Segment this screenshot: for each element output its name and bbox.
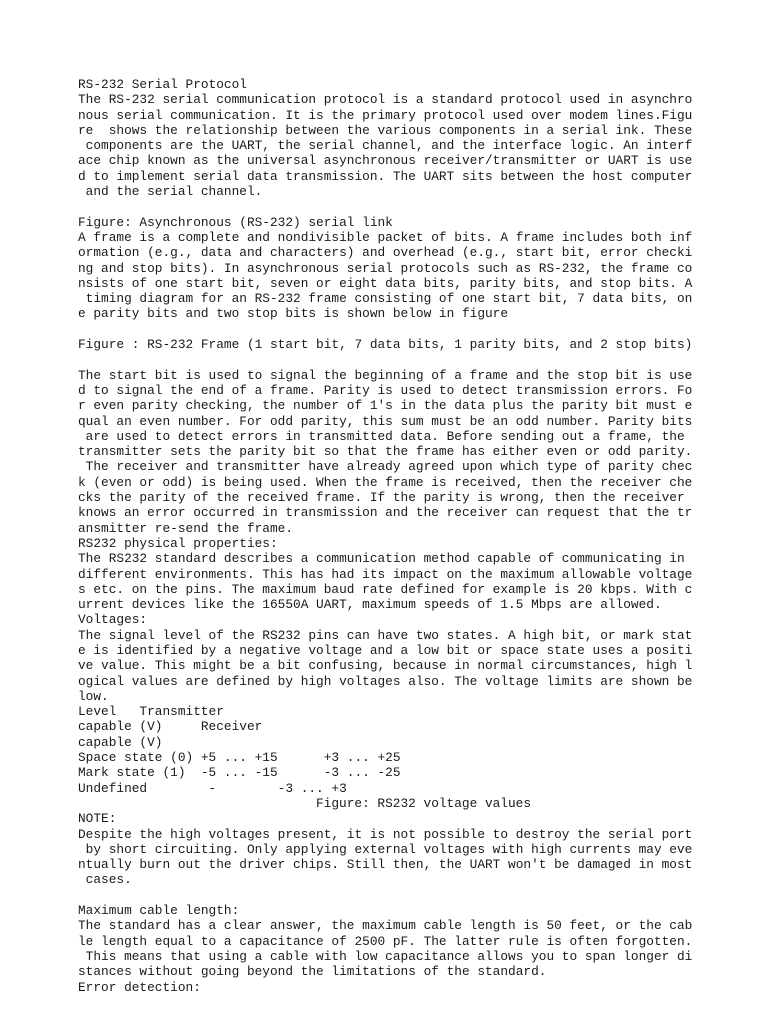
- text-line: Despite the high voltages present, it is not possible to destroy the serial port: [78, 826, 693, 842]
- text-line: capable (V) Receiver: [78, 719, 263, 735]
- text-line: ntually burn out the driver chips. Still then, the UART won't be damaged in most: [78, 857, 693, 873]
- text-line: ogical values are defined by high voltages also. The voltage limits are shown be: [78, 673, 693, 689]
- text-line: qual an even number. For odd parity, this sum must be an odd number. Parity bits: [78, 413, 693, 429]
- text-line: ansmitter re-send the frame.: [78, 520, 294, 536]
- text-line: The RS232 standard describes a communication method capable of communicating in: [78, 551, 685, 567]
- text-line: s etc. on the pins. The maximum baud rate defined for example is 20 kbps. With c: [78, 581, 693, 597]
- text-line: cases.: [78, 872, 132, 888]
- text-line: The signal level of the RS232 pins can have two states. A high bit, or mark stat: [78, 627, 693, 643]
- text-line: The start bit is used to signal the beginning of a frame and the stop bit is use: [78, 367, 693, 383]
- text-line: Space state (0) +5 ... +15 +3 ... +25: [78, 750, 401, 766]
- text-line: different environments. This has had its impact on the maximum allowable voltage: [78, 566, 693, 582]
- text-line: le length equal to a capacitance of 2500 pF. The latter rule is often forgotten.: [78, 933, 693, 949]
- text-line: RS232 physical properties:: [78, 535, 278, 551]
- text-line: Figure: Asynchronous (RS-232) serial link: [78, 214, 393, 230]
- text-line: ace chip known as the universal asynchronous receiver/transmitter or UART is use: [78, 153, 693, 169]
- text-line: [78, 199, 768, 214]
- text-line: RS-232 Serial Protocol: [78, 77, 247, 92]
- text-line: re shows the relationship between the various components in a serial ink. These: [78, 122, 693, 138]
- text-line: urrent devices like the 16550A UART, maximum speeds of 1.5 Mbps are allowed.: [78, 597, 662, 613]
- text-line: Undefined - -3 ... +3: [78, 780, 347, 796]
- text-line: by short circuiting. Only applying external voltages with high currents may eve: [78, 841, 693, 857]
- text-line: ng and stop bits). In asynchronous serial protocols such as RS-232, the frame co: [78, 260, 693, 276]
- text-line: ve value. This might be a bit confusing, because in normal circumstances, high l: [78, 658, 693, 674]
- text-line: [78, 352, 768, 367]
- text-line: A frame is a complete and nondivisible packet of bits. A frame includes both inf: [78, 229, 693, 245]
- text-line: Mark state (1) -5 ... -15 -3 ... -25: [78, 765, 401, 781]
- text-line: r even parity checking, the number of 1's in the data plus the parity bit must e: [78, 398, 693, 414]
- text-line: The RS-232 serial communication protocol is a standard protocol used in asynchro: [78, 92, 693, 108]
- text-line: k (even or odd) is being used. When the frame is received, then the receiver che: [78, 474, 693, 490]
- text-line: and the serial channel.: [78, 184, 263, 200]
- text-line: nous serial communication. It is the primary protocol used over modem lines.Figu: [78, 107, 693, 123]
- text-line: cks the parity of the received frame. If the parity is wrong, then the receiver: [78, 490, 685, 506]
- text-line: [78, 888, 768, 903]
- text-line: e parity bits and two stop bits is shown below in figure: [78, 306, 509, 322]
- text-line: stances without going beyond the limitations of the standard.: [78, 964, 547, 980]
- document-body: [78, 77, 768, 995]
- text-line: Maximum cable length:: [78, 903, 240, 919]
- text-line: This means that using a cable with low capacitance allows you to span longer di: [78, 948, 693, 964]
- text-line: knows an error occurred in transmission and the receiver can request that the tr: [78, 505, 693, 521]
- text-line: The receiver and transmitter have already agreed upon which type of parity chec: [78, 459, 693, 475]
- text-line: ormation (e.g., data and characters) and overhead (e.g., start bit, error checki: [78, 245, 693, 261]
- text-line: low.: [78, 688, 109, 704]
- text-line: Level Transmitter: [78, 704, 224, 720]
- text-line: The standard has a clear answer, the maximum cable length is 50 feet, or the cab: [78, 918, 693, 934]
- text-line: Error detection:: [78, 979, 201, 995]
- text-line: Figure : RS-232 Frame (1 start bit, 7 data bits, 1 parity bits, and 2 stop bits): [78, 337, 693, 353]
- text-line: Figure: RS232 voltage values: [316, 795, 532, 811]
- text-line: NOTE:: [78, 811, 117, 827]
- text-line: are used to detect errors in transmitted data. Before sending out a frame, the: [78, 428, 685, 444]
- text-line: d to implement serial data transmission. The UART sits between the host computer: [78, 168, 693, 184]
- text-line: e is identified by a negative voltage and a low bit or space state uses a positi: [78, 642, 693, 658]
- text-line: timing diagram for an RS-232 frame consisting of one start bit, 7 data bits, on: [78, 291, 693, 307]
- text-line: capable (V): [78, 734, 163, 750]
- text-line: components are the UART, the serial channel, and the interface logic. An interf: [78, 138, 693, 154]
- text-line: [78, 322, 768, 337]
- text-line: Voltages:: [78, 612, 148, 628]
- text-line: transmitter sets the parity bit so that the frame has either even or odd parity.: [78, 444, 693, 460]
- text-line: nsists of one start bit, seven or eight data bits, parity bits, and stop bits. A: [78, 275, 693, 291]
- text-line: d to signal the end of a frame. Parity is used to detect transmission errors. Fo: [78, 382, 693, 398]
